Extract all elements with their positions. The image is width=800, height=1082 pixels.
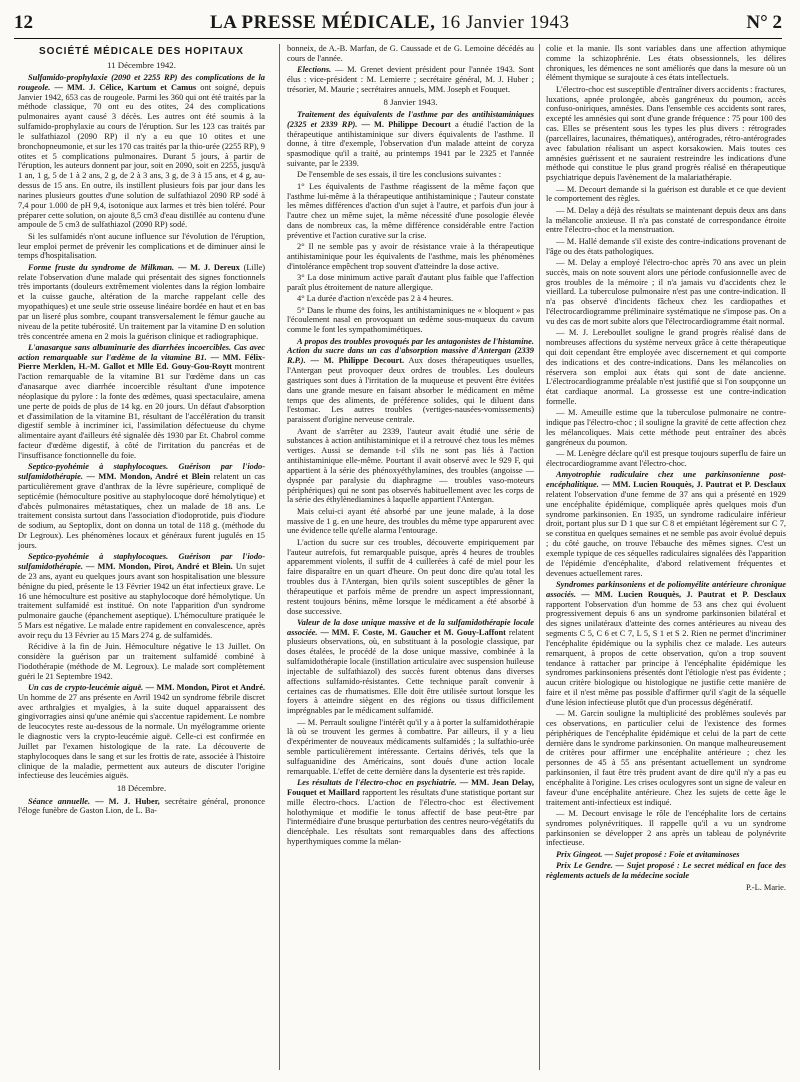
article-title: Elections. xyxy=(297,65,332,75)
article-authors: — M. J. Huber, xyxy=(95,796,160,806)
article-text: bonneix, de A.-B. Marfan, de G. Caussade et de G. Lemoine décédés au cours de l'année. xyxy=(287,44,534,63)
column-3 xyxy=(546,44,786,1074)
discussion-paragraph: — M. Delay a déjà des résultats se maintenant depuis deux ans dans la mélancolie anxieuse. Il n'a pas constaté de correspondance étroite entre l'électro-choc et la menstruation. xyxy=(546,205,786,235)
article-authors: — MM. Mondon, André et Blein xyxy=(86,472,211,482)
article-authors: — MM. Lucien Rouquès, J. Pautrat et P. Desclaux xyxy=(581,589,786,599)
article-title: Les résultats de l'électro-choc en psychiatrie. xyxy=(297,778,457,788)
prize-announcement: Prix Le Gendre. — Sujet proposé : Le secret médical en face des règlements actuels de la médecine sociale xyxy=(546,861,786,880)
article-authors: — MM. J. Célice, Kartum et Camus xyxy=(54,82,197,92)
article-text: relatent plusieurs observations, où, en substituant à la posologie classique, par doses étalées, le procédé de la dose unique massive, combinée à la sulfamidothérapie locale (instillation articulaire avec suspension huileuse injectable de sulfathiazol) des succès furent obtenus dans diverses affections sulfamido-résistantes. Cette technique paraît convenir à certaines cas de rhumatismes. Elle doit être utilisée surtout lorsque les foyers à atteindre siègent en des régions ou tissus difficilement imprégnables par le médicament sulfamidé. xyxy=(287,627,534,716)
article-text: (Lille) relate l'observation d'une malade qui présentait des signes fonctionnels très importants (douleurs extrêmement violentes dans la région lombaire et la cuisse gauche, altération de la marche rappelant celle des myopathiques) et une seule strie osseuse linéaire bordée en haut et en bas par un liseré plus sombre, coupant transversalement le fémur gauche au niveau de la petite tubérosité. Un traitement par la vitamine D en solution très concentrée amena en 2 mois la guérison clinique et radiographique. xyxy=(18,262,265,341)
article-text: Si les sulfamidés n'ont aucune influence sur l'évolution de l'éruption, leur emploi permet de prévenir les complications et de diminuer ainsi le temps d'hospitalisation. xyxy=(18,231,265,261)
article-authors: — MM. Mondon, Pirot, André et Blein. xyxy=(86,562,233,572)
article-text: ont soigné, depuis Janvier 1942, 653 cas de rougeole. Parmi les 360 qui ont été traités par la méthode classique, 70 ont eu des otites, 24 des complications pulmonaires ayant causé 3 décès. Les autres ont été soumis à la sulfamido-prophylaxie au cours de l'éruption. Sur les 123 cas traités par le sulfathiazol (2090 RP) il n'y a eu que 10 otites et une bronchopneumonie, et sur les 170 cas traités par la thio-urée (2255 RP), 9 otites et 5 complications pulmonaires. Durant 5 jours, à partir de l'éruption, les auteurs donnent par jour, soit en 2090, soit en 2255, jusqu'à 1 an, 1 g, 5 de 1 à 2 ans, 2 g, de 2 à 3 ans, 3 g, de 3 à 15 ans, et 4 g, au-dessus de 15 ans. En outre, ils instillent plusieurs fois par jour dans les narines plusieurs gouttes d'une solution de sulfathiazol 2090 RP sodé à 7,4 pour 1.000 de pH 9,4, isotonique aux larmes et très bien toléré. Pour préparer cette solution, on ajoute 8,5 cm3 d'eau distillée au contenu d'une ampoule de 5 cm3 de sulfathiazol (2090 RP) sodé. xyxy=(18,82,265,230)
issue-date: 16 Janvier 1943 xyxy=(440,12,570,33)
column-2 xyxy=(287,44,534,1074)
article-text: De l'ensemble de ses essais, il tire les conclusions suivantes : xyxy=(297,170,502,180)
article-text: Un sujet de 23 ans, ayant eu quelques jours avant son hospitalisation une blessure bénigne du pied, présente le 13 Février 1942 un état infectieux grave. Le 16 une hémoculture est positive au staphylocoque doré hémolytique. Un traitement sulfamidé est institué. On note l'apparition d'un syndrome pulmonaire gauche (épanchement aseptique). L'hémoculture pratiquée le 5 Mars est négative. Le malade entre rapidement en convalescence, après avoir reçu du 13 Février au 15 Mars 274 g. de sulfamidés. xyxy=(18,562,265,640)
article-text: Mais celui-ci ayant été absorbé par une jeune malade, à la dose massive de 1 g. en une heure, des troubles du même type apparurent avec une évidence telle qu'elle alarma l'entourage. xyxy=(287,506,534,536)
discussion-paragraph: — M. Ameuille estime que la tuberculose pulmonaire ne contre-indique pas l'électro-choc ; il souligne la gravité de cette affection chez les mélancoliques. Mais cette méthode peut entraîner des abcès gangréneux du poumon. xyxy=(546,408,786,447)
page-header xyxy=(14,12,782,36)
article-text: montrent l'action remarquable de la vitamine B1 sur l'œdème dans un cas d'anasarque avec diarrhée incoercible résultant d'une impotence néoplasique du pylore : la fonte des œdèmes, quasi spectaculaire, amena une perte de poids de plus de 14 kg. en 20 jours. Un défaut d'absorption et d'assimilation de la vitamine B1, résultant de l'accélération du transit digestif semble à incriminer ici, l'assimilation défectueuse du chyme alimentaire ayant d'ailleurs été signalée dès 1930 par Et. Chabrol comme facteur d'œdème digestif, à côté de l'irritation du pancréas et de l'insuffisance fonctionnelle du foie. xyxy=(18,362,265,460)
article-title: Syndromes parkinsoniens et de poliomyélite antérieure chronique associés. xyxy=(546,579,786,599)
article-text: — M. Grenet devient président pour l'année 1943. Sont élus : vice-président : M. Lemierre ; secrétaire général, M. J. Huber ; trésorier, M. Maurie ; secrétaires annuels, MM. Joseph et Fouquet. xyxy=(287,65,534,94)
article-title: A propos des troubles provoqués par les antagonistes de l'histamine. Action du sucre dans un cas d'absorption massive d'Antergan (2339 R.P.). xyxy=(287,336,534,366)
article-title: Forme fruste du syndrome de Milkman. xyxy=(28,262,175,272)
article-text: Aux doses thérapeutiques usuelles, l'Antergan peut provoquer deux ordres de troubles. Les douleurs gastriques sont dues à l'irritation de la muqueuse et peuvent être évitées dans une grande mesure en faisant absorber le médicament en même temps que des aliments, de préférence solides, qui le diluent dans l'estomac. Les autres troubles (vertiges-nausées-vomissements) paraissent d'origine nerveuse centrale. xyxy=(287,356,534,425)
article-title: Valeur de la dose unique massive et de la sulfamidothérapie locale associée. xyxy=(287,617,534,637)
discussion-paragraph: — M. Hallé demande s'il existe des contre-indications provenant de l'âge ou des états pathologiques. xyxy=(546,236,786,256)
list-item: 5° Dans le rhume des foins, les antihistaminiques ne « bloquent » pas l'écoulement nasal en provoquant un œdème sous-muqueux du cavum comme le font les sympathomimétiques. xyxy=(287,305,534,335)
article-authors: — M. Philippe Decourt xyxy=(361,119,451,129)
prize-announcement: Prix Gingeot. — Sujet proposé : Foie et avitaminoses xyxy=(556,849,740,859)
article-authors: — MM. F. Coste, M. Gaucher et M. Gouy-Laffont xyxy=(320,627,506,637)
masthead xyxy=(210,12,570,34)
journal-title: LA PRESSE MÉDICALE, xyxy=(209,12,436,33)
discussion-paragraph: — M. Decourt envisage le rôle de l'encéphalite lors de certains syndromes polynévritiques. Il rappelle qu'il a vu un syndrome parkinsonien se développer 2 ans après un tableau de polynévrite infectieuse. xyxy=(546,808,786,848)
article-title: Sulfamido-prophylaxie (2090 et 2255 RP) des complications de la rougeole. xyxy=(18,72,265,92)
article-text: colie et la manie. Ils sont variables dans une affection athymique comme la schizophrénie. Les états obsessionnels, les délires chroniques, les démences ne sont améliorés que dans la mesure où un élément thymique se surajoute à ces états intellectuels. xyxy=(546,44,786,83)
discussion-paragraph: — M. J. Lereboullet souligne le grand progrès réalisé dans de nombreuses affections du système nerveux grâce à cette thérapeutique qui doit cependant être employée avec discernement et qui comporte des indications et des contre-indications. Dans les mélancolies on réservera son emploi aux états qui sont de date ancienne. L'électrocardiogramme préalable n'est justifié que si l'on soupçonne un état cardiaque anormal. La grossesse est une contre-indication formelle. xyxy=(546,328,786,406)
article-authors: — M. Philippe Decourt. xyxy=(310,356,405,366)
article-text: secrétaire général, prononce l'éloge funèbre de Gaston Lion, de L. Ba- xyxy=(18,796,265,816)
column-divider xyxy=(539,44,540,1070)
author-signature: P.-L. Marie. xyxy=(745,882,786,892)
article-text: Avant de s'arrêter au 2339, l'auteur avait étudié une série de substances à action antihistaminique et il a retrouvé chez tous les mêmes vertiges. Aussi se demande t-il s'ils ne sont pas liés à l'action antihistaminique elle-même. Pourtant il avait observé avec le 929 F, qui appartient à la série des phénoxyéthylamines, des troubles (angoisse — dyspnée par paralysie du diaphragme — troubles vaso-moteurs périphériques) qui ne sont pas observés habituellement avec les corps de la série des éthylènediamines à laquelle appartient l'Antergan. xyxy=(287,426,534,505)
article-authors: — MM. Jean Delay, Fouquet et Maillard xyxy=(287,778,534,797)
issue-number: N° 2 xyxy=(746,12,782,33)
session-date: 8 Janvier 1943. xyxy=(383,96,438,107)
article-text: relatent un cas particulièrement grave d'anthrax de la lèvre supérieure, compliqué de septicémie (hémoculture positive au staphylocoque doré hémolytique) et d'abcès pulmonaires métastatiques, chez un malade de 18 ans. Le traitement consista surtout dans l'association d'iodoprotide, puis d'iodure de sodium, au Septoplix, dont on donna un total de 118 g. (méthode du Dr Legroux). Les phénomènes locaux et généraux furent jugulés en 15 jours. xyxy=(18,472,265,550)
article-text: rapportent les résultats d'une statistique portant sur mille électro-chocs. L'action de l'électro-choc est électivement holothymique et modifie le tonus affectif de base peut-être par l'intermédiaire d'une brusque perturbation des centres neuro-végétatifs du diencéphale. Les résultats sont remarquables dans des affections hyperthymiques comme la mélan- xyxy=(287,787,534,847)
page-number: 12 xyxy=(14,12,33,33)
article-text: rapportent l'observation d'un homme de 53 ans chez qui évoluent progressivement depuis 6 ans un syndrome parkinsonien bilatéral et des signes unilatéraux d'atteinte des cornes antérieures au niveau des segments C 5, C 6 et C 7, L 5, S 1 et S 2. Rien ne permet d'incriminer l'encéphalite épidémique ou la syphilis chez ce malade. Les auteurs remarquent, à propos de cette observation, qu'on a trop souvent tendance à rattacher par principe à l'encéphalite épidémique les syndromes parkinsoniens présentés dont l'étiologie n'est pas évidente ; aucun critère biologique ou histologique ne justifie cette manière de faire et il n'est même pas possible d'affirmer qu'il s'agit de la séquelle d'une lésion infectieuse plutôt que d'un processus dégénératif. xyxy=(546,599,786,707)
article-title: Traitement des équivalents de l'asthme par des antihistaminiques (2325 et 2339 RP). xyxy=(287,109,534,129)
article-title: Septico-pyohémie à staphylocoques. Guérison par l'iodo-sulfamidothérapie. xyxy=(18,462,265,482)
list-item: 3° La dose minimum active paraît d'autant plus faible que l'affection paraît plus étroitement de nature allergique. xyxy=(287,273,534,292)
article-authors: — MM. Mondon, Pirot et André. xyxy=(145,682,265,692)
discussion-paragraph: — M. Lenègre déclare qu'il est presque toujours superflu de faire un électrocardiogramme avant l'électro-choc. xyxy=(546,449,786,468)
society-heading: SOCIÉTÉ MÉDICALE DES HOPITAUX xyxy=(39,46,244,57)
article-text: L'électro-choc est susceptible d'entraîner divers accidents : fractures, luxations, apnée prolongée, abcès gangréneux du poumon, accès confuso-oniriques, amnésies. Dans l'ensemble ces accidents sont rares, excepté les amnésies qui sont d'une grande fréquence : 75 pour 100 des cas. Elles se présentent sous les types les plus divers : rétrogrades (parcellaires, lacunaires, thématiques), antérogrades, rétro-antérogrades avec fabulation réalisant un aspect korsakowien. Mais toutes ces amnésies guérissent et ne sauraient restreindre les indications d'une méthode qui constitue le plus grand progrès réalisé en thérapeutique psychiatrique depuis l'avènement de la malariathérapie. xyxy=(546,84,786,183)
article-title: Amyotrophie radiculaire chez une parkinsonienne post-encéphalitique. xyxy=(546,470,786,490)
article-text: Récidive à la fin de Juin. Hémoculture négative le 13 Juillet. On considère la guérison par un traitement sulfamidé combiné à l'iodothérapie (méthode de M. Legroux). Le malade sort complètement guéri le 21 Septembre 1942. xyxy=(18,642,265,681)
column-divider xyxy=(279,44,280,1070)
article-text: a étudié l'action de la thérapeutique antihistaminique sur divers équivalents de l'asthme. Il donne, à titre d'exemple, l'observation d'un malade atteint de coryza spasmodique qu'il a traité, au printemps 1941 par le 2325 et l'année suivante, par le 2339. xyxy=(287,119,534,169)
discussion-paragraph: — M. Garcin souligne la multiplicité des problèmes soulevés par ces observations, en particulier celui de l'existence des formes périphériques de l'encéphalite épidémique et celui de la part de cette dernière dans le syndrome parkinsonien. On manque malheureusement de critères pour affirmer une encéphalite antérieure ; chez les personnes de 45 à 55 ans présentant actuellement un syndrome parkinsonien, il faut être très prudent avant de dire qu'il n'y a pas eu encéphalite à l'origine. Les crises oculogyres sont un signe de valeur en faveur d'une encéphalite antérieure. Chez les sujets de cette âge le traitement anti-infectieux est indiqué. xyxy=(546,709,786,807)
article-text: — M. Perrault souligne l'intérêt qu'il y a à porter la sulfamidothérapie là où se trouvent les germes à combattre. Par ailleurs, il y a lieu d'expérimenter de nouveaux médicaments sulfamidés ; la sulfathio-urée semble particulièrement intéressante. Certains dérivés, tels que la sulfaguanidine des Américains, sont doués d'une action locale remarquable. L'effet de cette dernière dans la dysenterie est très rapide. xyxy=(287,717,534,776)
list-item: 1° Les équivalents de l'asthme réagissent de la même façon que l'asthme lui-même à la thérapeutique antihistaminique ; l'auteur constate les mêmes différences d'action d'un sujet à l'autre, et parfois d'un jour à l'autre chez un même sujet, la même nécessité d'une posologie élevée dans de nombreux cas, la même différence considérable entre l'action préventive et l'action curative sur la crise. xyxy=(287,181,534,240)
list-item: 4° La durée d'action n'excède pas 2 à 4 heures. xyxy=(297,294,454,304)
session-date: 11 Décembre 1942. xyxy=(107,59,176,70)
header-rule xyxy=(14,38,782,39)
article-authors: — MM. Félix-Pierre Merklen, H.-M. Gallot et Mlle Ed. Gouy-Gou-Roytt xyxy=(18,352,265,372)
article-text: relatent l'observation d'une femme de 37 ans qui a présenté en 1929 une encéphalite épidémique, compliquée après quelques mois d'un syndrome parkinsonien. En 1935, un syndrome radiculaire inférieur droit, portant plus sur D 1 que sur C 8 et empiétant légèrement sur C 7, se constitua en quelques semaines et ne semble pas avoir évolué depuis ; du côté gauche, on trouve l'ébauche des mêmes signes. C'est un exemple typique de ces séquelles radiculaires signalées dès l'apparition de l'épidémie d'encéphalite, d'abord relativement fréquentes et devenues actuellement rares. xyxy=(546,489,786,578)
article-text: L'action du sucre sur ces troubles, découverte empiriquement par l'auteur autrefois, fut remarquable puisque, après 4 heures de troubles apparemment violents, il suffit de 4 cuillerées à café de miel pour les faire disparaître en un quart d'heure. On peut donc dire qu'au total les troubles dus à l'Antergan, bien qu'ils soient susceptibles de gêner la thérapeutique et parfois même de prendre un aspect impressionnant, restent toujours bénins, même lorsque le médicament a été absorbé à dose successive. xyxy=(287,537,534,616)
discussion-paragraph: — M. Delay a employé l'électro-choc après 70 ans avec un plein succès, mais on note souvent alors une période confusionnelle avec de gros troubles de la mémoire ; il n'a jamais vu d'accidents chez le vieillard. La tuberculose pulmonaire n'est pas une contre-indication. Il n'a pas observé d'incidents fâcheux chez les cardiopathes et l'électrocardiogramme préliminaire systématique ne s'impose pas. On a vu des cas de mort subite alors que l'électrocardiogramme était normal. xyxy=(546,257,786,326)
list-item: 2° Il ne semble pas y avoir de résistance vraie à la thérapeutique antihistaminique pour les équivalents de l'asthme, mais les phénomènes d'intolérance empêchent trop souvent d'atteindre la dose active. xyxy=(287,242,534,271)
article-title: Séance annuelle. xyxy=(28,796,91,806)
article-title: L'anasarque sans albuminurie des diarrhées incoercibles. Cas avec action remarquable sur l'œdème de la vitamine B1. xyxy=(18,342,265,362)
column-1 xyxy=(18,44,265,1074)
article-text: Un homme de 27 ans présente en Avril 1942 un syndrome fébrile discret avec arthralgies et myalgies, à la suite duquel apparaissent des gingivorragies ainsi qu'une anémie qui s'accentue rapidement. Le nombre de leucocytes reste au-dessous de la normale. Un myélogramme oriente le diagnostic vers la crypto-leucémie aiguë. Celle-ci est confirmée en Juillet par l'examen histologique de la rate. La découverte de staphylocoques dans le sang et sur les frottis de rate, associée à l'histoire clinique de la maladie, permettent aux auteurs de discuter l'origine infectieuse des leucémies aiguës. xyxy=(18,692,265,781)
article-title: Un cas de crypto-leucémie aiguë. xyxy=(28,682,144,692)
session-date: 18 Décembre. xyxy=(116,783,167,794)
article-title: Septico-pyohémie à staphylocoques. Guérison par l'iodo-sulfamidothérapie. xyxy=(18,552,265,572)
article-authors: — MM. Lucien Rouquès, J. Pautrat et P. Desclaux xyxy=(601,480,786,490)
article-authors: — M. J. Dereux xyxy=(177,262,240,272)
discussion-paragraph: — M. Decourt demande si la guérison est durable et ce que devient le comportement des règles. xyxy=(546,184,786,204)
